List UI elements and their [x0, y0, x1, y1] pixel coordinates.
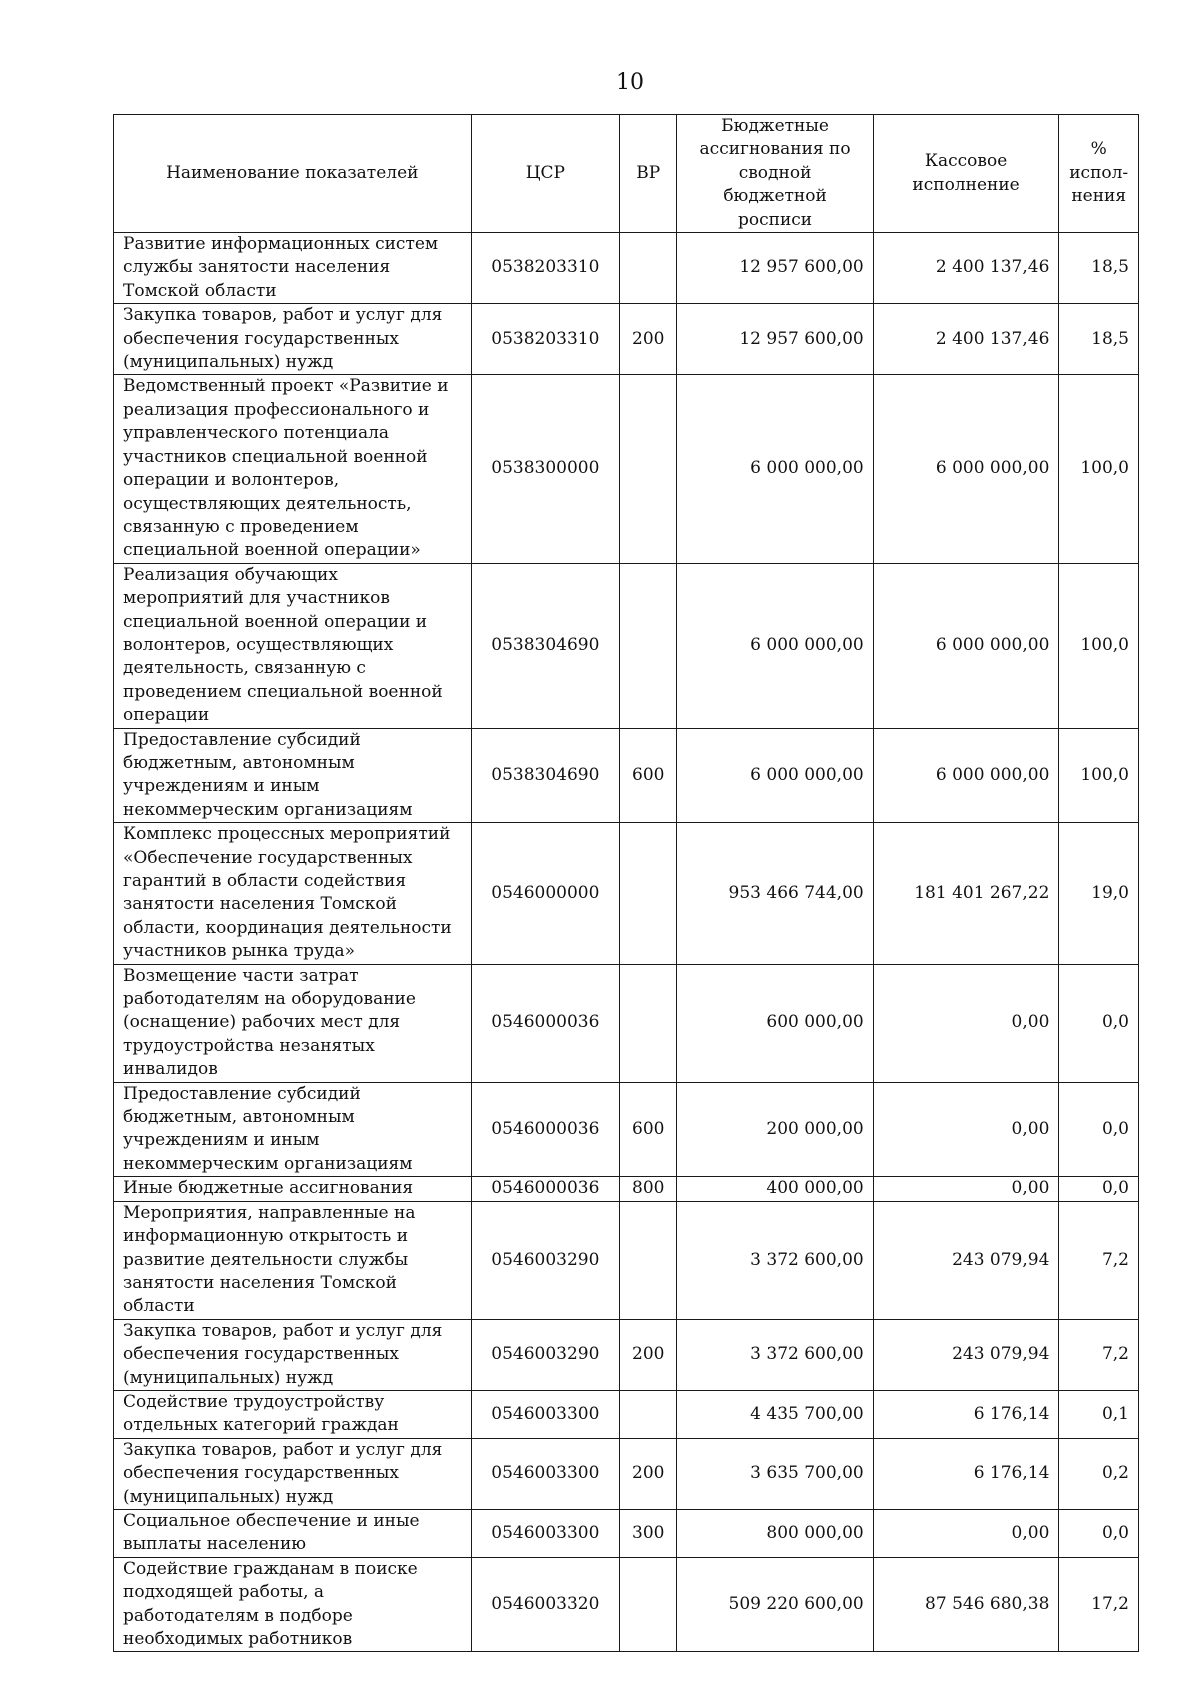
- row-assignments-cell: 400 000,00: [677, 1177, 873, 1201]
- row-percent-cell: 0,0: [1059, 1177, 1139, 1201]
- table-row: [114, 1201, 1139, 1319]
- row-csr-cell: 0546003300: [471, 1438, 620, 1509]
- row-name-cell: Закупка товаров, работ и услуг для обеспечения государственных (муниципальных) нужд: [114, 1438, 472, 1509]
- row-assignments-cell: 12 957 600,00: [677, 304, 873, 375]
- row-vr-cell: 600: [620, 728, 677, 823]
- table-body: [114, 233, 1139, 1652]
- row-vr-cell: [620, 823, 677, 964]
- row-percent-cell: 100,0: [1059, 728, 1139, 823]
- row-vr-cell: 600: [620, 1082, 677, 1177]
- row-csr-cell: 0538300000: [471, 375, 620, 563]
- table-row: [114, 823, 1139, 964]
- header-name: Наименование показателей: [114, 115, 472, 233]
- header-cash: Кассовое исполнение: [873, 115, 1059, 233]
- row-percent-cell: 0,0: [1059, 1509, 1139, 1557]
- row-name-cell: Реализация обучающих мероприятий для участников специальной военной операции и волонтеров, осуществляющих деятельность, связанную с проведением специальной военной операции: [114, 563, 472, 728]
- row-csr-cell: 0546000000: [471, 823, 620, 964]
- row-percent-cell: 7,2: [1059, 1319, 1139, 1390]
- row-percent-cell: 100,0: [1059, 375, 1139, 563]
- row-percent-cell: 0,2: [1059, 1438, 1139, 1509]
- row-assignments-cell: 6 000 000,00: [677, 563, 873, 728]
- row-csr-cell: 0538304690: [471, 728, 620, 823]
- row-cash-cell: 6 000 000,00: [873, 563, 1059, 728]
- row-percent-cell: 7,2: [1059, 1201, 1139, 1319]
- row-assignments-cell: 600 000,00: [677, 964, 873, 1082]
- row-assignments-cell: 4 435 700,00: [677, 1390, 873, 1438]
- row-name-cell: Содействие трудоустройству отдельных категорий граждан: [114, 1390, 472, 1438]
- row-percent-cell: 17,2: [1059, 1557, 1139, 1652]
- row-assignments-cell: 6 000 000,00: [677, 375, 873, 563]
- row-assignments-cell: 953 466 744,00: [677, 823, 873, 964]
- row-name-cell: Предоставление субсидий бюджетным, автономным учреждениям и иным некоммерческим организациям: [114, 1082, 472, 1177]
- row-vr-cell: 200: [620, 1438, 677, 1509]
- table-row: [114, 1557, 1139, 1652]
- row-assignments-cell: 12 957 600,00: [677, 233, 873, 304]
- row-percent-cell: 0,0: [1059, 1082, 1139, 1177]
- row-vr-cell: [620, 375, 677, 563]
- row-cash-cell: 243 079,94: [873, 1319, 1059, 1390]
- header-percent: % испол-нения: [1059, 115, 1139, 233]
- row-cash-cell: 6 000 000,00: [873, 728, 1059, 823]
- row-percent-cell: 18,5: [1059, 233, 1139, 304]
- row-csr-cell: 0546003320: [471, 1557, 620, 1652]
- table-row: [114, 1390, 1139, 1438]
- row-csr-cell: 0546003300: [471, 1390, 620, 1438]
- row-cash-cell: 87 546 680,38: [873, 1557, 1059, 1652]
- row-cash-cell: 0,00: [873, 964, 1059, 1082]
- row-name-cell: Содействие гражданам в поиске подходящей работы, а работодателям в подборе необходимых работников: [114, 1557, 472, 1652]
- row-name-cell: Ведомственный проект «Развитие и реализация профессионального и управленческого потенциала участников специальной военной операции и волонтеров, осуществляющих деятельность, связанную с проведением специальной военной операции»: [114, 375, 472, 563]
- row-vr-cell: [620, 1201, 677, 1319]
- row-vr-cell: 300: [620, 1509, 677, 1557]
- row-vr-cell: 800: [620, 1177, 677, 1201]
- row-cash-cell: 181 401 267,22: [873, 823, 1059, 964]
- row-assignments-cell: 3 372 600,00: [677, 1201, 873, 1319]
- row-cash-cell: 6 176,14: [873, 1390, 1059, 1438]
- row-csr-cell: 0546003290: [471, 1319, 620, 1390]
- row-name-cell: Мероприятия, направленные на информационную открытость и развитие деятельности службы занятости населения Томской области: [114, 1201, 472, 1319]
- table-row: [114, 1509, 1139, 1557]
- row-percent-cell: 18,5: [1059, 304, 1139, 375]
- table-row: [114, 1438, 1139, 1509]
- table-row: [114, 304, 1139, 375]
- row-csr-cell: 0546000036: [471, 1177, 620, 1201]
- row-assignments-cell: 6 000 000,00: [677, 728, 873, 823]
- row-cash-cell: 2 400 137,46: [873, 233, 1059, 304]
- row-name-cell: Закупка товаров, работ и услуг для обеспечения государственных (муниципальных) нужд: [114, 1319, 472, 1390]
- table-row: [114, 563, 1139, 728]
- row-name-cell: Комплекс процессных мероприятий «Обеспечение государственных гарантий в области содействия занятости населения Томской области, координация деятельности участников рынка труда»: [114, 823, 472, 964]
- row-assignments-cell: 3 372 600,00: [677, 1319, 873, 1390]
- row-csr-cell: 0546003300: [471, 1509, 620, 1557]
- row-csr-cell: 0538304690: [471, 563, 620, 728]
- row-vr-cell: 200: [620, 1319, 677, 1390]
- table-row: [114, 233, 1139, 304]
- table-row: [114, 964, 1139, 1082]
- row-assignments-cell: 509 220 600,00: [677, 1557, 873, 1652]
- row-name-cell: Иные бюджетные ассигнования: [114, 1177, 472, 1201]
- row-cash-cell: 6 176,14: [873, 1438, 1059, 1509]
- row-csr-cell: 0546000036: [471, 1082, 620, 1177]
- row-csr-cell: 0538203310: [471, 233, 620, 304]
- row-name-cell: Возмещение части затрат работодателям на оборудование (оснащение) рабочих мест для трудоустройства незанятых инвалидов: [114, 964, 472, 1082]
- row-vr-cell: [620, 964, 677, 1082]
- row-cash-cell: 0,00: [873, 1509, 1059, 1557]
- header-vr: ВР: [620, 115, 677, 233]
- row-csr-cell: 0546003290: [471, 1201, 620, 1319]
- row-percent-cell: 100,0: [1059, 563, 1139, 728]
- row-vr-cell: [620, 233, 677, 304]
- row-vr-cell: [620, 1557, 677, 1652]
- table-row: [114, 728, 1139, 823]
- table-row: [114, 1319, 1139, 1390]
- header-csr: ЦСР: [471, 115, 620, 233]
- row-name-cell: Предоставление субсидий бюджетным, автономным учреждениям и иным некоммерческим организациям: [114, 728, 472, 823]
- row-assignments-cell: 200 000,00: [677, 1082, 873, 1177]
- row-name-cell: Развитие информационных систем службы занятости населения Томской области: [114, 233, 472, 304]
- row-vr-cell: [620, 1390, 677, 1438]
- row-cash-cell: 2 400 137,46: [873, 304, 1059, 375]
- row-csr-cell: 0546000036: [471, 964, 620, 1082]
- row-cash-cell: 0,00: [873, 1082, 1059, 1177]
- row-percent-cell: 0,0: [1059, 964, 1139, 1082]
- row-name-cell: Социальное обеспечение и иные выплаты населению: [114, 1509, 472, 1557]
- row-cash-cell: 0,00: [873, 1177, 1059, 1201]
- row-cash-cell: 6 000 000,00: [873, 375, 1059, 563]
- page-number: 10: [616, 70, 644, 95]
- row-cash-cell: 243 079,94: [873, 1201, 1059, 1319]
- row-assignments-cell: 3 635 700,00: [677, 1438, 873, 1509]
- row-csr-cell: 0538203310: [471, 304, 620, 375]
- row-percent-cell: 0,1: [1059, 1390, 1139, 1438]
- budget-execution-table: [113, 114, 1139, 1652]
- row-percent-cell: 19,0: [1059, 823, 1139, 964]
- row-name-cell: Закупка товаров, работ и услуг для обеспечения государственных (муниципальных) нужд: [114, 304, 472, 375]
- row-vr-cell: [620, 563, 677, 728]
- table-row: [114, 1177, 1139, 1201]
- table-header-row: [114, 115, 1139, 233]
- row-vr-cell: 200: [620, 304, 677, 375]
- table-row: [114, 1082, 1139, 1177]
- header-assignments: Бюджетные ассигнования по сводной бюджетной росписи: [677, 115, 873, 233]
- table-row: [114, 375, 1139, 563]
- row-assignments-cell: 800 000,00: [677, 1509, 873, 1557]
